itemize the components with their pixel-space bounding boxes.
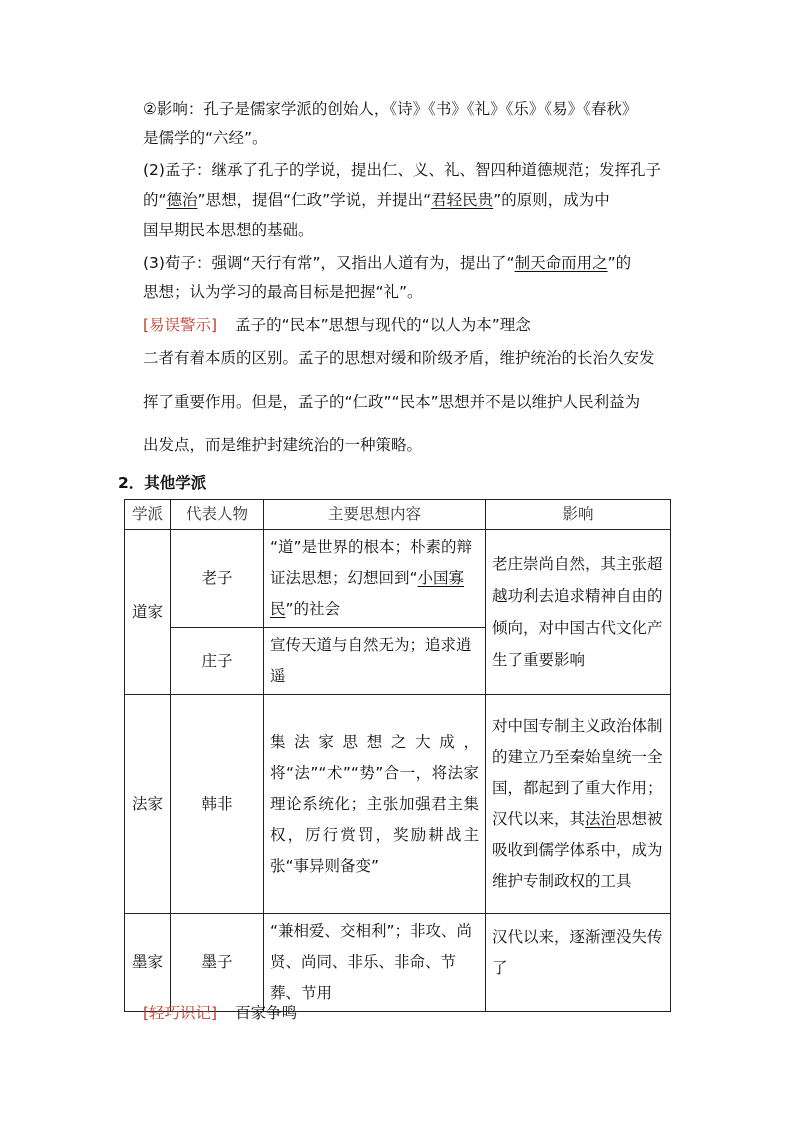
warning-line2: 挥了重要作用。但是，孟子的“仁政”“民本”思想并不是以维护人民利益为: [143, 393, 641, 411]
mnemonic-title: 百家争鸣: [235, 1004, 298, 1022]
thought-laozi: [264, 530, 486, 628]
underlined-term-zhitianming: 制天命而用之: [514, 254, 608, 272]
underlined-term-fazhi: 法治: [585, 810, 617, 828]
school-mohist: 墨家: [125, 914, 171, 1012]
influence-daoist: 老庄崇尚自然，其主张超越功利去追求精神自由的倾向，对中国古代文化产生了重要影响: [486, 530, 671, 695]
schools-table: [124, 499, 671, 1012]
mnemonic-heading: [143, 1002, 297, 1024]
table-row-mohist: [125, 914, 671, 1012]
rep-laozi: 老子: [171, 530, 264, 628]
xunzi-line2: 思想；认为学习的最高目标是把握“礼”。: [143, 283, 423, 301]
header-main-thought: 主要思想内容: [264, 500, 486, 530]
school-daoist: 道家: [125, 530, 171, 695]
xunzi-line1: [143, 252, 631, 274]
thought-mozi: “兼相爱、交相利”；非攻、尚贤、尚同、非乐、非命、节葬、节用: [264, 914, 486, 1012]
warning-heading: [143, 314, 531, 336]
underlined-term-junqingmingui: 君轻民贵: [431, 191, 494, 209]
mencius-line2: [143, 189, 610, 211]
rep-zhuangzi: 庄子: [171, 628, 264, 695]
mencius-line3: 国早期民本思想的基础。: [143, 221, 314, 239]
mnemonic-tag: [轻巧识记]: [143, 1004, 218, 1022]
mencius-line1: (2)孟子：继承了孔子的学说，提出仁、义、礼、智四种道德规范；发挥孔子: [143, 161, 661, 179]
thought-hanfei: 集法家思想之大成，将“法”“术”“势”合一，将法家理论系统化；主张加强君主集权，厉行赏罚，奖励耕战主张“事异则备变”: [264, 695, 486, 914]
header-school: 学派: [125, 500, 171, 530]
warning-tag: [易误警示]: [143, 316, 218, 334]
header-representative: 代表人物: [171, 500, 264, 530]
header-influence: 影响: [486, 500, 671, 530]
mencius-line2-text-b: ”思想，提倡“仁政”学说，并提出“: [197, 191, 432, 209]
mencius-line2-text-c: ”的原则，成为中: [493, 191, 610, 209]
table-header-row: [125, 500, 671, 530]
warning-line3: 出发点，而是维护封建统治的一种策略。: [143, 436, 423, 454]
xunzi-line1-text-b: ”的: [607, 254, 632, 272]
influence-legalist-text-a: 对中国专制主义政治体制的建立乃至秦始皇统一全国，都起到了重大作用；汉代以来，其: [492, 717, 663, 828]
confucius-influence-line1: ②影响：孔子是儒家学派的创始人，《诗》《书》《礼》《乐》《易》《春秋》: [143, 100, 638, 118]
thought-zhuangzi: 宣传天道与自然无为；追求逍遥: [264, 628, 486, 695]
xunzi-line1-text-a: (3)荀子：强调“天行有常”，又指出人道有为，提出了“: [143, 254, 515, 272]
rep-hanfei: 韩非: [171, 695, 264, 914]
warning-line1: 二者有着本质的区别。孟子的思想对缓和阶级矛盾，维护统治的长治久安发: [143, 349, 655, 367]
influence-mohist: 汉代以来，逐渐湮没失传了: [486, 914, 671, 1012]
confucius-influence-line2: 是儒学的“六经”。: [143, 129, 268, 147]
thought-laozi-text-b: ”的社会: [285, 600, 341, 618]
school-legalist: 法家: [125, 695, 171, 914]
section-2-title: 2．其他学派: [118, 474, 207, 492]
table-row-legalist: [125, 695, 671, 914]
mencius-line2-text-a: 的“: [143, 191, 167, 209]
underlined-term-xiaoguoguamin: 小国寡民: [270, 569, 465, 618]
influence-legalist-text-b: 思想被吸收到儒学体系中，成为维护专制政权的工具: [492, 810, 663, 890]
underlined-term-dezhi: 德治: [166, 191, 198, 209]
table-row-daoist-laozi: [125, 530, 671, 628]
thought-laozi-text-a: “道”是世界的根本；朴素的辩证法思想；幻想回到“: [270, 538, 473, 587]
warning-title: 孟子的“民本”思想与现代的“以人为本”理念: [235, 316, 531, 334]
rep-mozi: 墨子: [171, 914, 264, 1012]
influence-legalist: [486, 695, 671, 914]
